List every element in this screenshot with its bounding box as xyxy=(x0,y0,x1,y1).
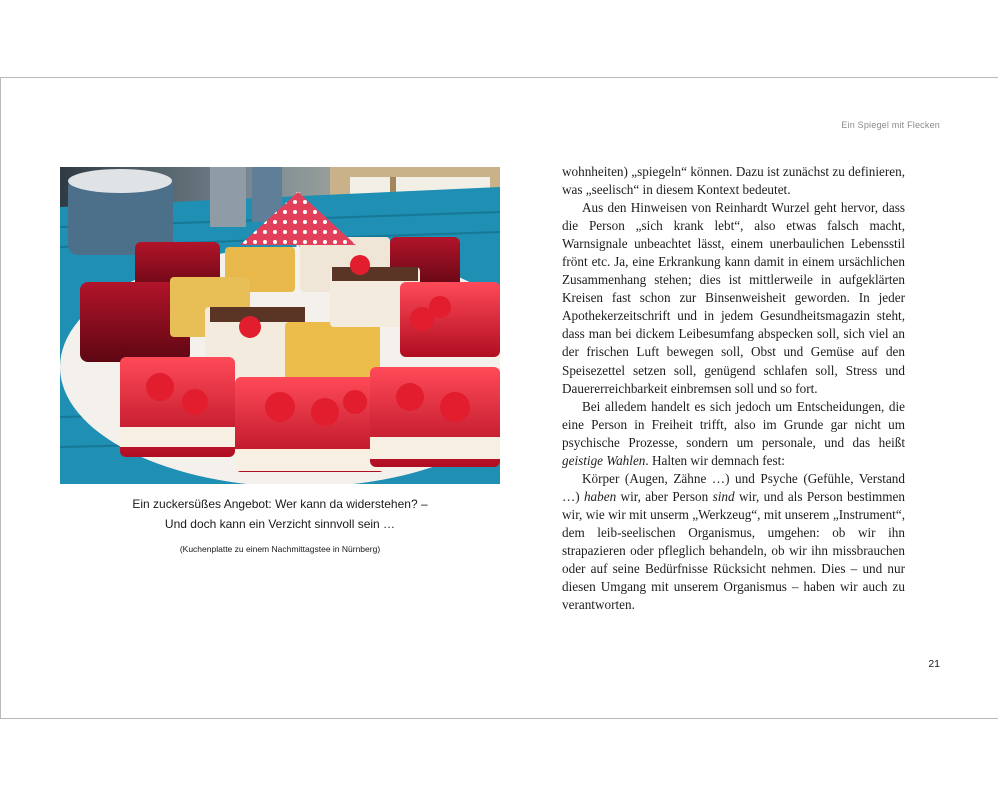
paragraph-4-text-b: wir, aber Person xyxy=(616,488,713,504)
caption-line-1: Ein zuckersüßes Angebot: Wer kann da widerstehen? – xyxy=(132,497,428,511)
figure-caption xyxy=(60,494,500,534)
page-number: 21 xyxy=(928,658,940,670)
caption-source: (Kuchenplatte zu einem Nachmittagstee in Nürnberg) xyxy=(179,544,381,554)
paragraph-4-emphasis-haben: haben xyxy=(583,488,617,504)
body-text xyxy=(562,163,905,614)
paragraph-4 xyxy=(562,470,905,614)
paragraph-3-text-a: Bei alledem handelt es sich jedoch um Entscheidungen, die eine Person in Freiheit trifft, also im Grunde gar nicht um psychische Prozesse, sondern um personale, und das heißt xyxy=(562,398,905,450)
paragraph-3-text-b: . Halten wir demnach fest: xyxy=(645,452,785,468)
paragraph-1: wohnheiten) „spiegeln“ können. Dazu ist zunächst zu definieren, was „seelisch“ in diesem Kontext bedeutet. xyxy=(562,164,905,198)
caption-line-2: Und doch kann ein Verzicht sinnvoll sein … xyxy=(164,517,396,531)
paragraph-4-text-c: wir, und als Person bestimmen wir, wie wir mit unserm „Werkzeug“, mit unserem „Instrument“, dem leib-seelischen Organismus, umgehen: ob wir ihn strapazieren oder pfleglich behandeln, ob wir ihn missbrauchen oder auf seine Bedürfnisse Rücksicht nehmen. Dies – und nur diesen Umgang mit unserem Organismus – haben wir auch zu verantworten. xyxy=(562,488,905,613)
running-head: Ein Spiegel mit Flecken xyxy=(841,120,940,130)
paragraph-4-text-a: Körper (Augen, Zähne …) und Psyche (Gefühle, Verstand …) xyxy=(562,470,905,504)
paragraph-3 xyxy=(562,398,905,470)
paragraph-4-emphasis-sind: sind xyxy=(712,488,735,504)
cake-photo xyxy=(60,167,500,484)
paragraph-3-emphasis: geistige Wahlen xyxy=(562,452,646,468)
paragraph-2: Aus den Hinweisen von Reinhardt Wurzel geht hervor, dass die Person „sich krank lebt“, also etwas falsch macht, Warnsignale unbeachtet lässt, einem unerbaulichen Lebensstil frönt etc. Ja, eine Erkrankung kann damit in einem ursächlichen Zusammenhang stehen; dies ist mittlerweile in aufgeklärten Kreisen fast schon zur Binsenweisheit geworden. In jeder Apothekerzeitschrift und in jedem Gesundheitsmagazin steht, dass man bei dickem Leibesumfang abspecken soll, sich viel an der frischen Luft bewegen soll, Obst und Gemüse auf den Speisezettel setzen soll, genügend schlafen soll, Stress und Dauererreichbarkeit einbremsen soll und so fort. xyxy=(562,200,905,396)
